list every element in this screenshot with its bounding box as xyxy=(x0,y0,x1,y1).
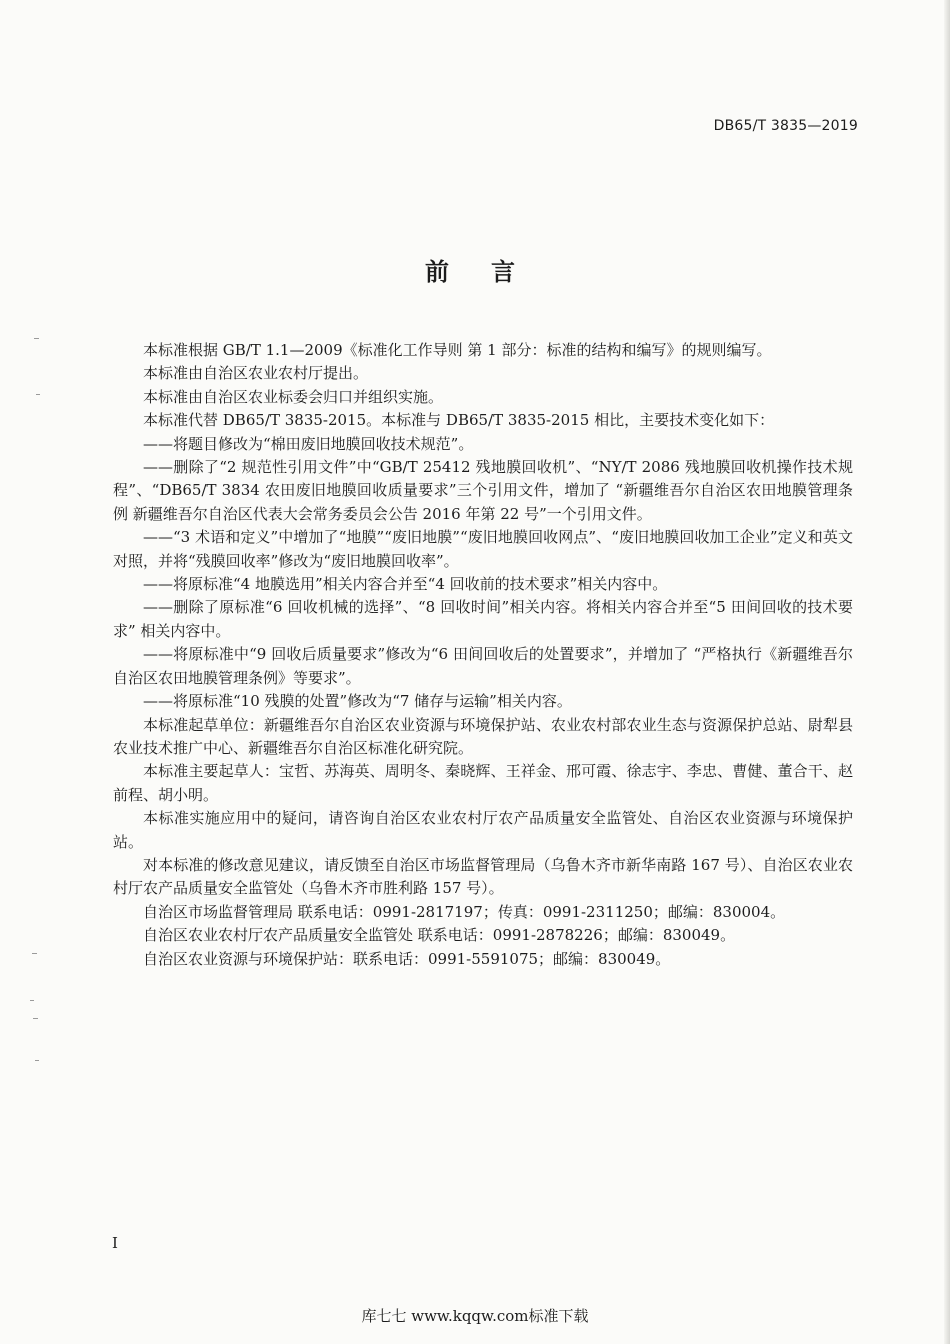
drafting-units: 本标准起草单位：新疆维吾尔自治区农业资源与环境保护站、农业农村部农业生态与资源保护总站、尉犁县农业技术推广中心、新疆维吾尔自治区标准化研究院。 xyxy=(113,715,853,757)
change-item-5: ——删除了原标准“6 回收机械的选择”、“8 回收时间”相关内容。将相关内容合并至“5 田间回收的技术要求” 相关内容中。 xyxy=(113,598,853,640)
contact-1: 自治区市场监督管理局 联系电话：0991-2817197；传真：0991-2311250；邮编：830004。 xyxy=(143,902,786,921)
scan-mark xyxy=(32,953,37,954)
paragraph-4: 本标准代替 DB65/T 3835-2015。本标准与 DB65/T 3835-2015 相比，主要技术变化如下： xyxy=(143,411,775,430)
change-item-7: ——将原标准“10 残膜的处置”修改为“7 储存与运输”相关内容。 xyxy=(143,692,572,711)
change-item-4: ——将原标准“4 地膜选用”相关内容合并至“4 回收前的技术要求”相关内容中。 xyxy=(143,575,668,594)
document-code: DB65/T 3835—2019 xyxy=(713,118,858,134)
scan-mark xyxy=(36,394,40,395)
page-number: I xyxy=(112,1234,118,1252)
paragraph-2: 本标准由自治区农业农村厅提出。 xyxy=(143,364,369,383)
change-item-2: ——删除了“2 规范性引用文件”中“GB/T 25412 残地膜回收机”、“NY/T 2086 残地膜回收机操作技术规程”、“DB65/T 3834 农田废旧地膜回收质量要求”三个引用文件，增加了 “新疆维吾尔自治区农田地膜管理条例 新疆维吾尔自治区代表大会常务委员会公告 2016 年第 22 号”一个引用文件。 xyxy=(113,458,853,523)
scan-mark xyxy=(30,1000,34,1001)
change-item-6: ——将原标准中“9 回收后质量要求”修改为“6 田间回收后的处置要求”，并增加了 “严格执行《新疆维吾尔自治区农田地膜管理条例》等要求”。 xyxy=(113,645,853,687)
footer-watermark: 库七七 www.kqqw.com标准下载 xyxy=(361,1307,589,1325)
contact-2: 自治区农业农村厅农产品质量安全监管处 联系电话：0991-2878226；邮编：830049。 xyxy=(143,926,736,945)
scan-mark xyxy=(33,1018,38,1019)
scan-mark xyxy=(35,1060,39,1061)
paragraph-3: 本标准由自治区农业标委会归口并组织实施。 xyxy=(143,387,444,406)
change-item-1: ——将题目修改为“棉田废旧地膜回收技术规范”。 xyxy=(143,434,474,453)
feedback-note: 对本标准的修改意见建议，请反馈至自治区市场监督管理局（乌鲁木齐市新华南路 167 号）、自治区农业农村厅农产品质量安全监管处（乌鲁木齐市胜利路 157 号）。 xyxy=(113,855,853,898)
change-item-3: ——“3 术语和定义”中增加了“地膜”“废旧地膜”“废旧地膜回收网点”、“废旧地膜回收加工企业”定义和英文对照，并将“残膜回收率”修改为“废旧地膜回收率”。 xyxy=(113,528,853,570)
scan-edge xyxy=(944,0,950,1344)
scan-mark xyxy=(34,338,39,339)
drafters: 本标准主要起草人：宝哲、苏海英、周明冬、秦晓辉、王祥金、邢可霞、徐志宇、李忠、曹健、董合干、赵前程、胡小明。 xyxy=(113,762,853,804)
paragraph-1: 本标准根据 GB/T 1.1—2009《标准化工作导则 第 1 部分：标准的结构和编写》的规则编写。 xyxy=(143,341,772,359)
preface-body xyxy=(113,339,853,971)
inquiry-note: 本标准实施应用中的疑问，请咨询自治区农业农村厅农产品质量安全监管处、自治区农业资源与环境保护站。 xyxy=(113,809,853,851)
contact-3: 自治区农业资源与环境保护站：联系电话：0991-5591075；邮编：830049。 xyxy=(143,949,671,968)
page-title: 前言 xyxy=(425,258,557,286)
